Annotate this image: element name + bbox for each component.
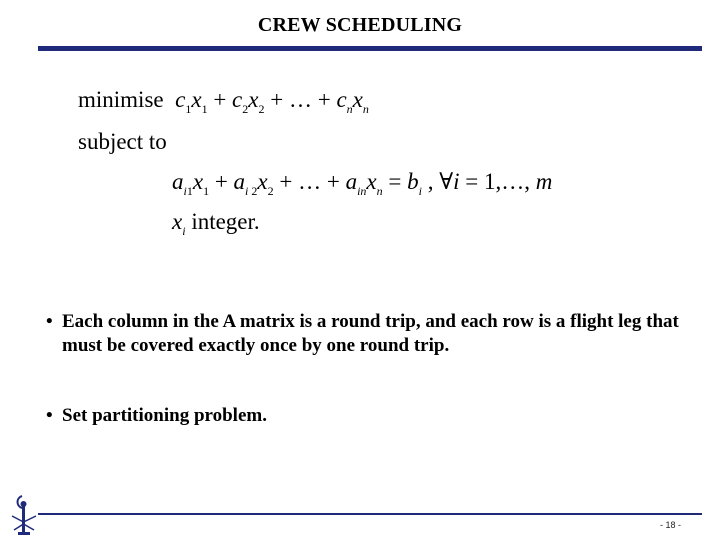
objective-expression: $c_1x_1 + c_2x_2$ + … + $c_nx_n$ [175,87,369,116]
footer-rule [38,513,702,515]
bullet-item-1 [46,310,686,358]
bullet-text: Each column in the A matrix is a round trip, and each row is a flight leg that must be covered exactly once by one round trip. [62,311,679,356]
integer-word: integer. [191,209,260,234]
page-number: - 18 - [660,520,682,530]
constraint-expression: $a_{i1}x_1 + a_{i 2}x_2$ + … + $a_{in}x_n = b_i$ , ∀i = 1,…, m [172,169,553,198]
university-logo-icon [6,492,42,538]
integer-variable: $x_i$ [172,209,186,238]
integer-line [172,209,260,238]
subject-to-line [78,130,167,153]
header-rule [38,46,702,51]
bullet-item-2 [46,404,686,428]
constraint-line [172,169,553,198]
bullet-text: Set partitioning problem. [62,405,267,426]
bullet-dot: • [46,405,53,426]
bullet-dot: • [46,311,53,332]
subject-to-word: subject to [78,129,167,154]
page-title: CREW SCHEDULING [257,14,463,36]
minimise-word: minimise [78,87,164,112]
objective-line [78,87,369,116]
